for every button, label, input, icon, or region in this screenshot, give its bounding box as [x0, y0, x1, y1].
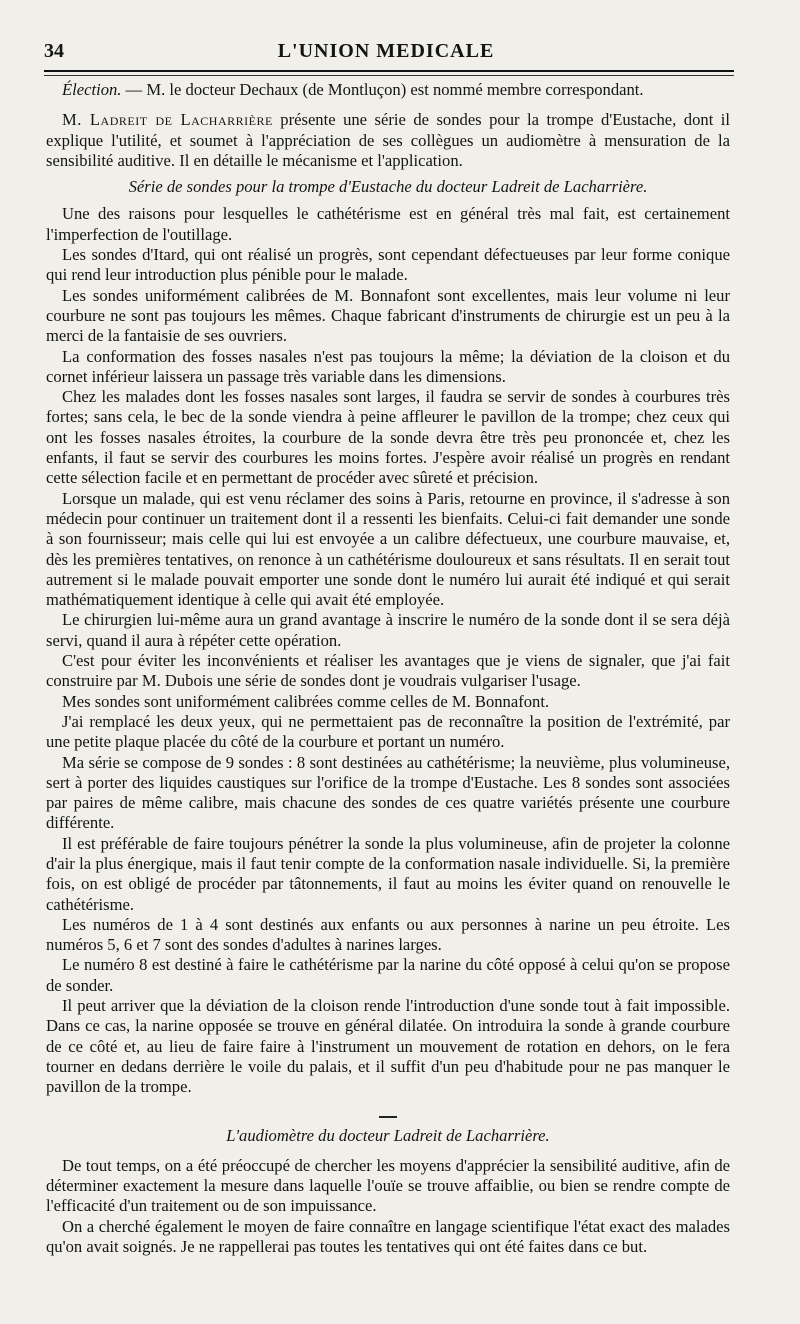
paragraph: Une des raisons pour lesquelles le cathétérisme est en général très mal fait, est certainement l'imperfection de l'outillage.: [46, 204, 730, 244]
paragraph: C'est pour éviter les inconvénients et réaliser les avantages que je viens de signaler, que j'ai fait construire par M. Dubois une série de sondes dont je voudrais vulgariser l'usage.: [46, 651, 730, 691]
election-label: Élection.: [62, 80, 122, 99]
paragraph: Ma série se compose de 9 sondes : 8 sont destinées au cathétérisme; la neuvième, plus volumineuse, sert à porter des liquides caustiques sur l'orifice de la trompe d'Eustache. Les 8 sondes sont associées par paires de même calibre, mais chacune des sondes de ces quatre variétés présente une courbure différente.: [46, 752, 730, 833]
header-rule: [44, 70, 734, 72]
paragraph: J'ai remplacé les deux yeux, qui ne permettaient pas de reconnaître la position de l'extrémité, par une petite plaque placée du côté de la courbure et portant un numéro.: [46, 711, 730, 752]
paragraph: Les sondes uniformément calibrées de M. Bonnafont sont excellentes, mais leur volume ni leur courbure ne sont pas toujours les mêmes. Chaque fabricant d'instruments de chirurgie est un peu à la merci de la fantaisie de ses ouvriers.: [46, 285, 730, 346]
page-number: 34: [44, 40, 64, 62]
paragraph: De tout temps, on a été préoccupé de chercher les moyens d'apprécier la sensibilité auditive, afin de déterminer exactement la mesure dans laquelle l'ouïe se trouve affaiblie, ou bien se rendre compte de l'efficacité d'un traitement ou de son impuissance.: [46, 1155, 730, 1216]
section1-title: Série de sondes pour la trompe d'Eustache du docteur Ladreit de Lacharrière.: [128, 177, 648, 197]
election-paragraph: [46, 80, 730, 100]
header-rule-thin: [44, 75, 734, 76]
paragraph: La conformation des fosses nasales n'est pas toujours la même; la déviation de la cloison et du cornet inférieur laissera un passage très variable dans les dimensions.: [46, 346, 730, 386]
paragraph: On a cherché également le moyen de faire connaître en langage scientifique l'état exact des malades qu'on avait soignés. Je ne rappellerai pas toutes les tentatives qui ont été faites dans ce but.: [46, 1216, 730, 1257]
paragraph: Les sondes d'Itard, qui ont réalisé un progrès, sont cependant défectueuses par leur forme conique qui rend leur introduction plus pénible pour le malade.: [46, 245, 730, 285]
paragraph: Il peut arriver que la déviation de la cloison rende l'introduction d'une sonde tout à fait impossible. Dans ce cas, la narine opposée se trouve en général dilatée. On introduira la sonde à grande courbure de ce côté et, au lieu de faire faire à l'instrument un mouvement de rotation en dehors, on le fera tourner en dedans derrière le voile du palais, et il suffit d'un peu d'habitude pour ne pas manquer le pavillon de la trompe.: [46, 996, 730, 1097]
paragraph: Les numéros de 1 à 4 sont destinés aux enfants ou aux personnes à narine un peu étroite. Les numéros 5, 6 et 7 sont des sondes d'adultes à narines larges.: [46, 914, 730, 955]
election-text: — M. le docteur Dechaux (de Montluçon) est nommé membre correspondant.: [125, 80, 644, 99]
paragraph: Mes sondes sont uniformément calibrées comme celles de M. Bonnafont.: [62, 691, 550, 711]
article-body: [46, 80, 730, 1257]
paragraph: Le numéro 8 est destiné à faire le cathétérisme par la narine du côté opposé à celui qu'on se propose de sonder.: [46, 955, 730, 995]
running-title: L'UNION MEDICALE: [277, 40, 495, 62]
intro-author: M. Ladreit de Lacharrière: [62, 110, 273, 130]
paragraph: Il est préférable de faire toujours pénétrer la sonde la plus volumineuse, afin de projeter la colonne d'air la plus énergique, mais il faut tenir compte de la conformation nasale individuelle. Si, la première fois, on est obligé de procéder par tâtonnements, il faut au moins les éviter quand on renouvelle le cathétérisme.: [46, 833, 730, 914]
intro-text: présente une série de sondes pour la trompe d'Eustache, dont il explique l'utilité, et soumet à l'appréciation de ses collègues un audiomètre à mensuration de la sensibilité auditive. Il en détaille le mécanisme et l'application.: [46, 110, 731, 170]
section-divider: [379, 1116, 397, 1118]
paragraph: Chez les malades dont les fosses nasales sont larges, il faudra se servir de sondes à courbures très fortes; sans cela, le bec de la sonde viendra à peine affleurer le pavillon de la trompe; chez ceux qui ont les fosses nasales étroites, la courbure de la sonde devra être très peu prononcée et, chez les enfants, il faut se servir des courbures les moins fortes. J'espère avoir réalisé un progrès en rendant cette sélection facile et en permettant de procéder avec sûreté et précision.: [46, 387, 730, 488]
section2-title: L'audiomètre du docteur Ladreit de Lacharrière.: [226, 1125, 550, 1145]
paragraph: Lorsque un malade, qui est venu réclamer des soins à Paris, retourne en province, il s'adresse à son médecin pour continuer un traitement dont il a ressenti les bienfaits. Celui-ci fait demander une sonde à son fournisseur; mais celle qui lui est envoyée a un calibre défectueux, une courbure mauvaise, et, dès les premières tentatives, on renonce à un cathétérisme douloureux et sans résultats. Il en serait tout autrement si le malade pouvait emporter une sonde dont le numéro lui aurait été indiqué et qui serait mathématiquement identique à celle qui avait été employée.: [46, 488, 730, 610]
intro-paragraph: [46, 110, 730, 171]
paragraph: Le chirurgien lui-même aura un grand avantage à inscrire le numéro de la sonde dont il se sera déjà servi, quand il aura à répéter cette opération.: [46, 610, 730, 650]
page-header: [44, 40, 728, 66]
